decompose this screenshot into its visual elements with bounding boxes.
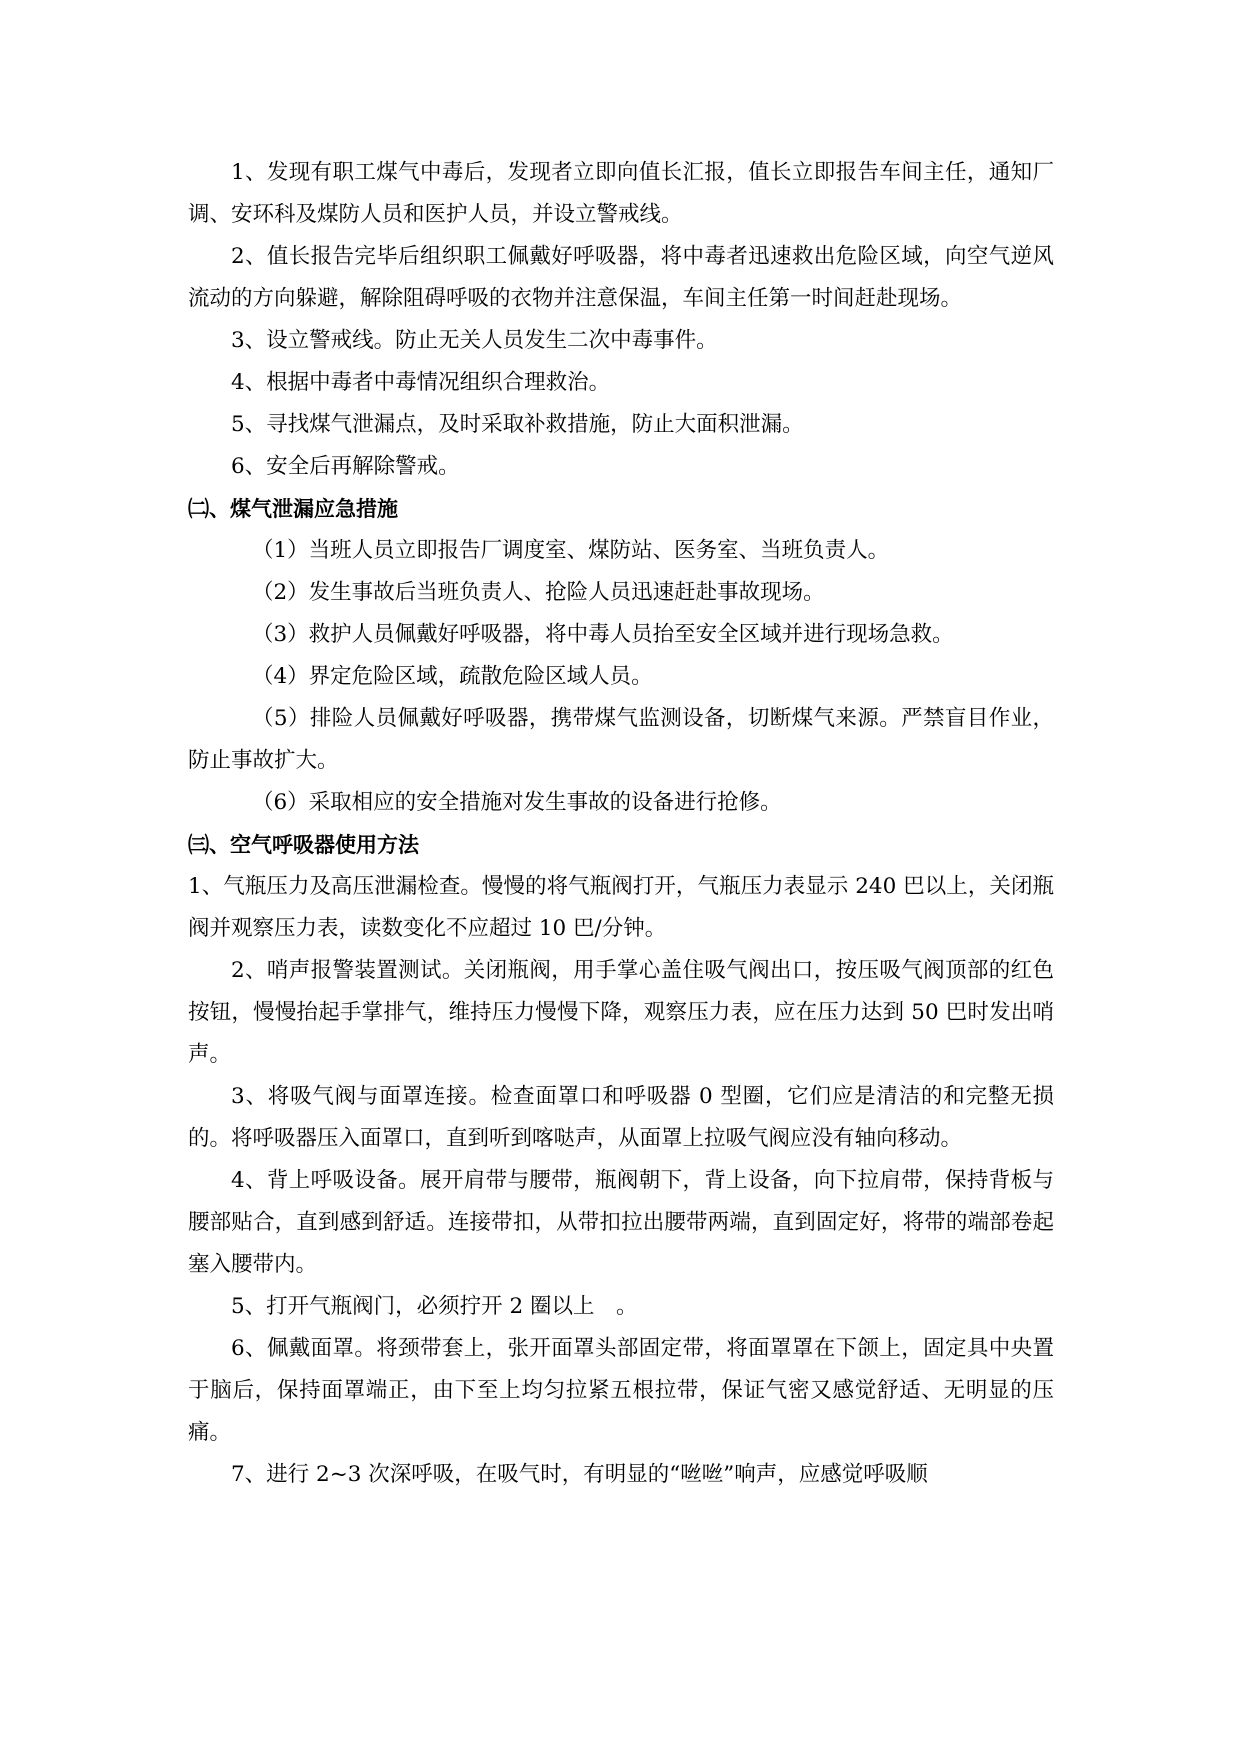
gas-leak-item-2: （2）发生事故后当班负责人、抢险人员迅速赶赴事故现场。 bbox=[252, 580, 825, 605]
paragraph-3: 3、设立警戒线。防止无关人员发生二次中毒事件。 bbox=[231, 328, 718, 353]
section-heading-gas-leak: ㈡、煤气泄漏应急措施 bbox=[188, 497, 398, 521]
apparatus-step-2: 2、哨声报警装置测试。关闭瓶阀，用手掌心盖住吸气阀出口，按压吸气阀顶部的红色按钮，慢慢抬起手掌排气，维持压力慢慢下降，观察压力表，应在压力达到 50 巴时发出哨声。 bbox=[188, 958, 1054, 1067]
document-page bbox=[188, 152, 1054, 1496]
apparatus-step-6: 6、佩戴面罩。将颈带套上，张开面罩头部固定带，将面罩罩在下颌上，固定具中央置于脑后，保持面罩端正，由下至上均匀拉紧五根拉带，保证气密又感觉舒适、无明显的压痛。 bbox=[188, 1336, 1054, 1445]
apparatus-step-5: 5、打开气瓶阀门，必须拧开 2 圈以上 。 bbox=[231, 1294, 638, 1319]
apparatus-step-7: 7、进行 2~3 次深呼吸，在吸气时，有明显的“咝咝”响声，应感觉呼吸顺 bbox=[231, 1462, 928, 1487]
paragraph-1: 1、发现有职工煤气中毒后，发现者立即向值长汇报，值长立即报告车间主任，通知厂调、安环科及煤防人员和医护人员，并设立警戒线。 bbox=[188, 160, 1054, 227]
gas-leak-item-3: （3）救护人员佩戴好呼吸器，将中毒人员抬至安全区域并进行现场急救。 bbox=[252, 622, 954, 647]
paragraph-2: 2、值长报告完毕后组织职工佩戴好呼吸器，将中毒者迅速救出危险区域，向空气逆风流动的方向躲避，解除阻碍呼吸的衣物并注意保温，车间主任第一时间赶赴现场。 bbox=[188, 244, 1054, 311]
apparatus-step-4: 4、背上呼吸设备。展开肩带与腰带，瓶阀朝下，背上设备，向下拉肩带，保持背板与腰部贴合，直到感到舒适。连接带扣，从带扣拉出腰带两端，直到固定好，将带的端部卷起塞入腰带内。 bbox=[188, 1168, 1054, 1277]
section-heading-breathing-apparatus: ㈢、空气呼吸器使用方法 bbox=[188, 833, 419, 857]
gas-leak-item-5: （5）排险人员佩戴好呼吸器，携带煤气监测设备，切断煤气来源。严禁盲目作业，防止事故扩大。 bbox=[188, 706, 1054, 773]
paragraph-5: 5、寻找煤气泄漏点，及时采取补救措施，防止大面积泄漏。 bbox=[231, 412, 804, 437]
paragraph-6: 6、安全后再解除警戒。 bbox=[231, 454, 460, 479]
gas-leak-item-1: （1）当班人员立即报告厂调度室、煤防站、医务室、当班负责人。 bbox=[252, 538, 890, 563]
paragraph-4: 4、根据中毒者中毒情况组织合理救治。 bbox=[231, 370, 611, 395]
apparatus-step-3: 3、将吸气阀与面罩连接。检查面罩口和呼吸器 0 型圈，它们应是清洁的和完整无损的。将呼吸器压入面罩口，直到听到喀哒声，从面罩上拉吸气阀应没有轴向移动。 bbox=[188, 1084, 1054, 1151]
apparatus-step-1: 1、气瓶压力及高压泄漏检查。慢慢的将气瓶阀打开，气瓶压力表显示 240 巴以上，关闭瓶阀并观察压力表，读数变化不应超过 10 巴/分钟。 bbox=[188, 874, 1054, 941]
gas-leak-item-6: （6）采取相应的安全措施对发生事故的设备进行抢修。 bbox=[252, 790, 782, 815]
gas-leak-item-4: （4）界定危险区域，疏散危险区域人员。 bbox=[252, 664, 653, 689]
